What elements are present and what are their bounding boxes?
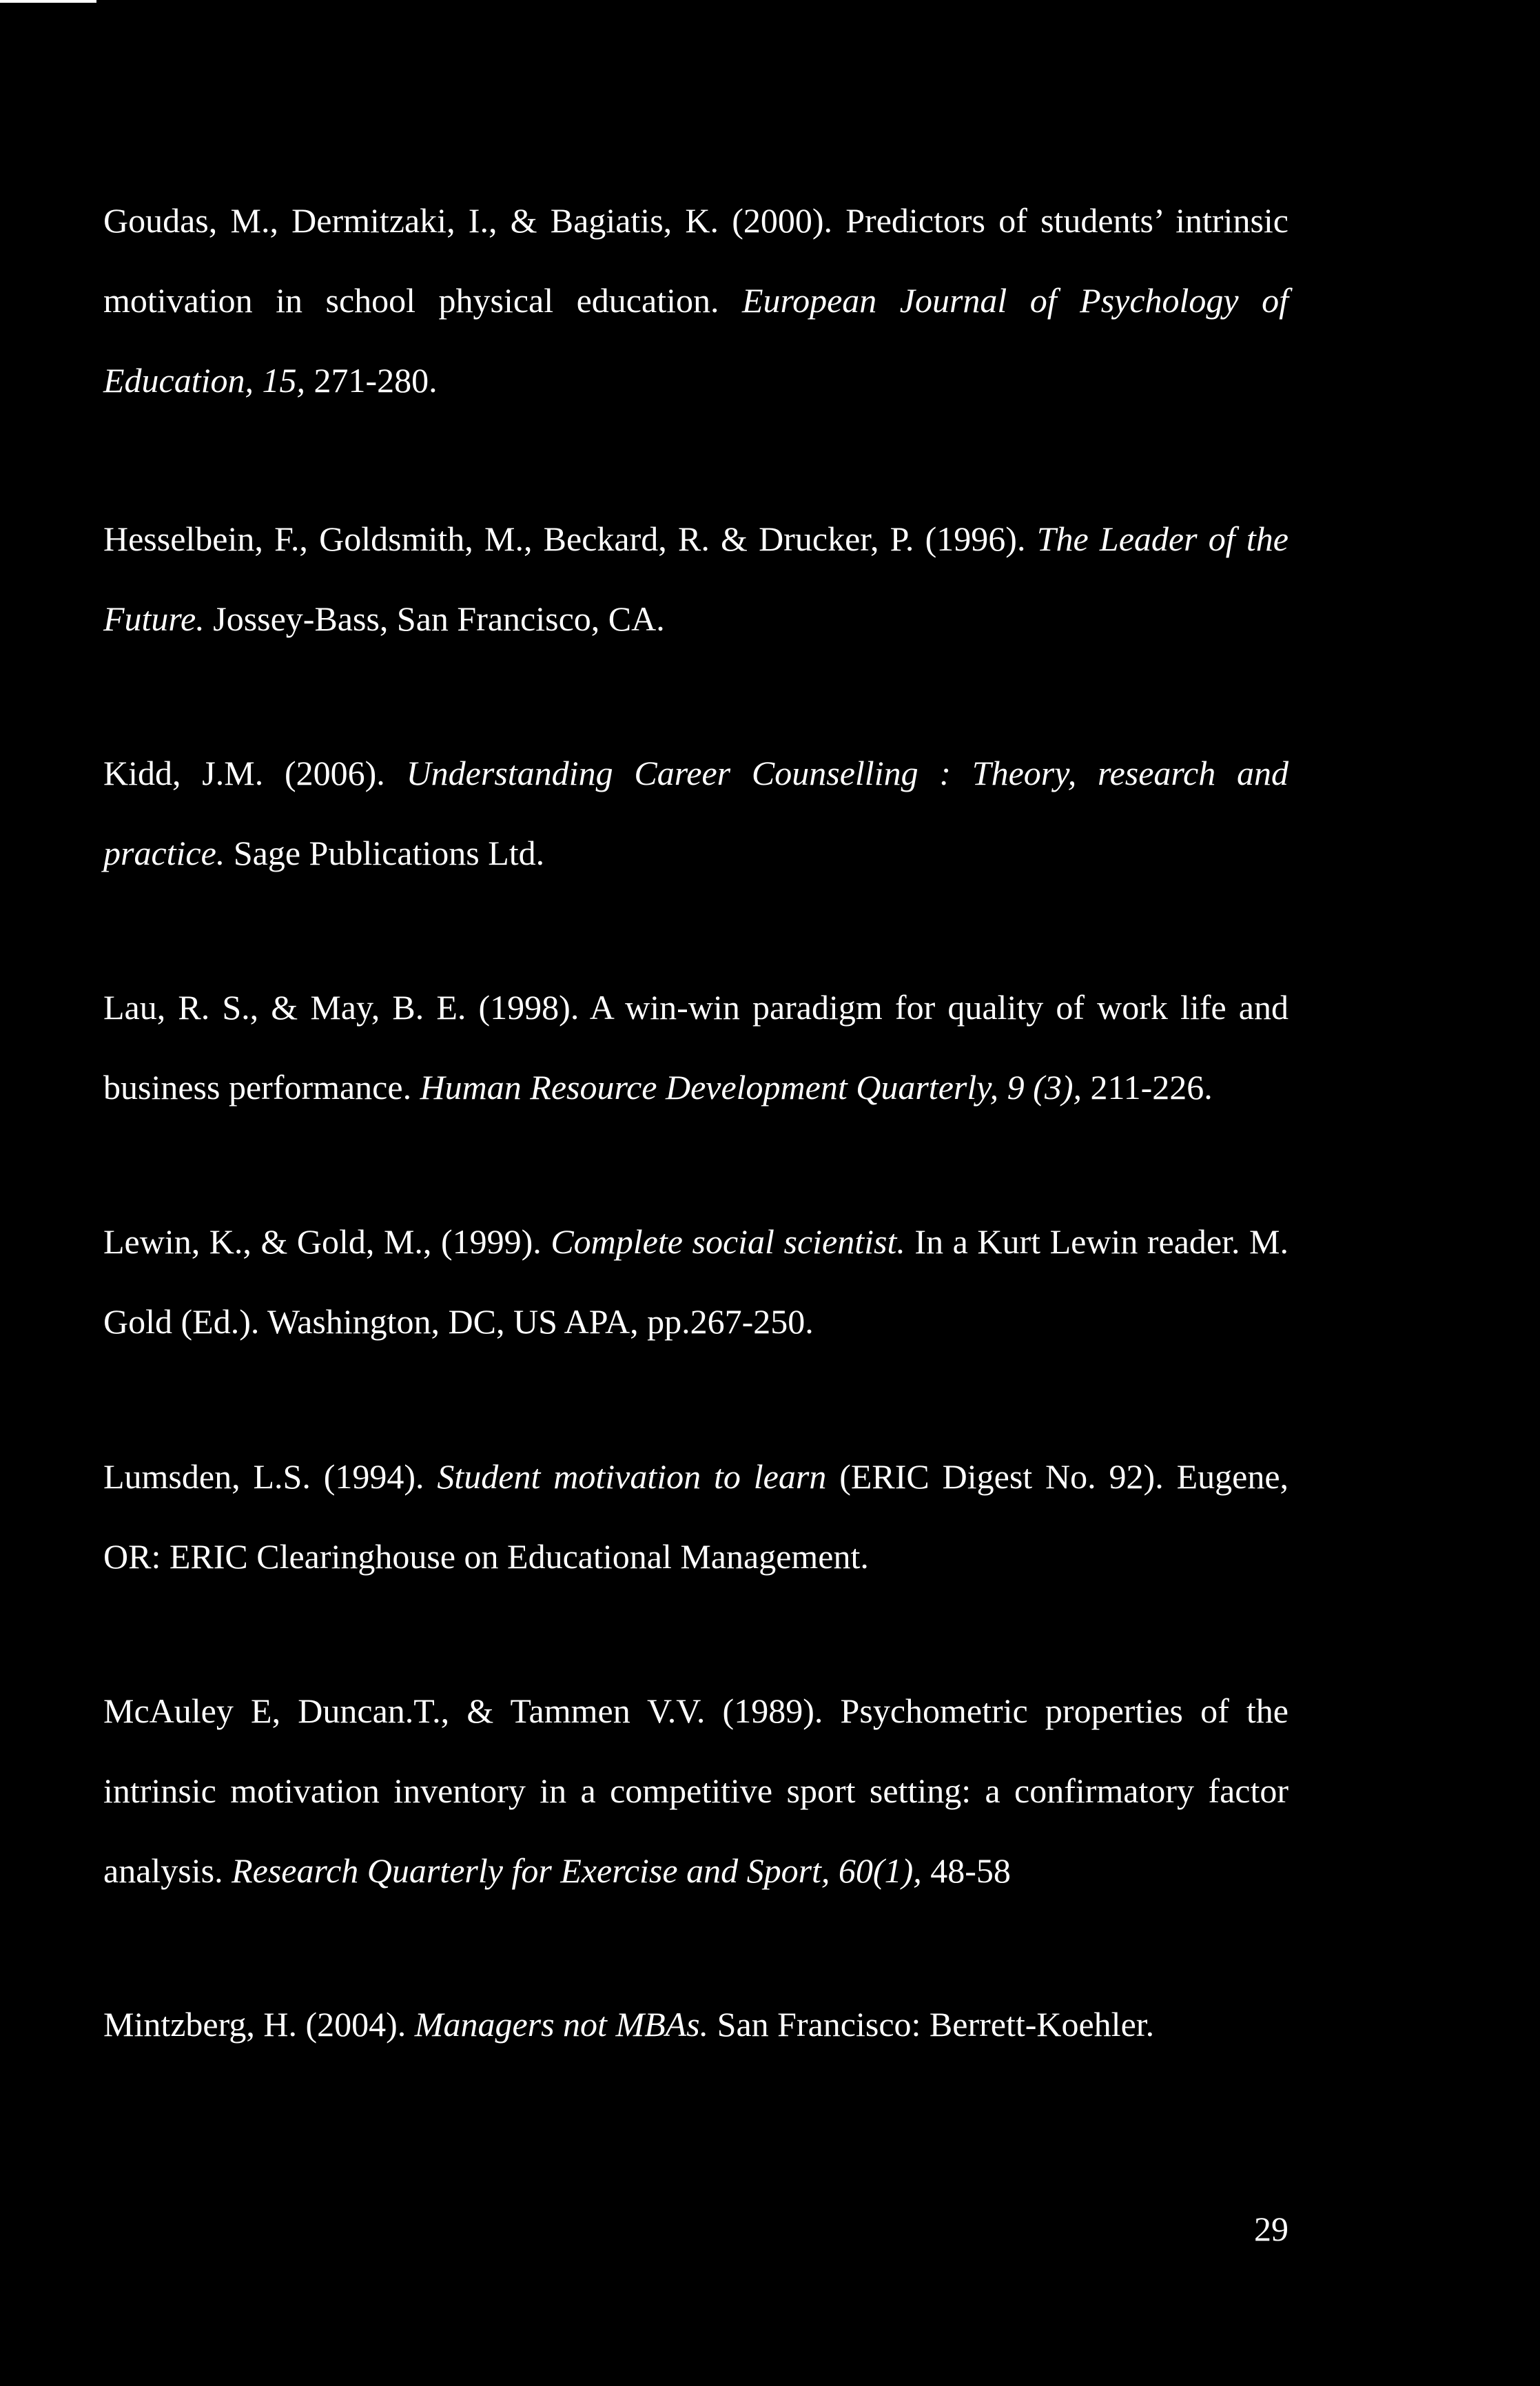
reference-authors: Lumsden, L.S. (1994). <box>103 1457 438 1496</box>
page-number: 29 <box>1254 2210 1289 2248</box>
reference-details: 48-58 <box>921 1851 1011 1890</box>
reference-lau-1998 <box>103 967 1289 1127</box>
reference-authors: McAuley E, Duncan.T., & Tammen V.V. (1989). Psychometric properties of the intrinsic motivation inventory in a competitive sport setting: a confirmatory factor analysis. <box>103 1691 1289 1890</box>
reference-details: 271-280. <box>305 361 438 400</box>
reference-details: San Francisco: Berrett-Koehler. <box>708 2005 1155 2044</box>
reference-source: The Leader of the Future. <box>103 520 1289 638</box>
reference-source: Human Resource Development Quarterly, 9 (3), <box>420 1068 1082 1107</box>
reference-source: Complete social scientist. <box>551 1222 905 1261</box>
reference-details: (ERIC Digest No. 92). Eugene, OR: ERIC Clearinghouse on Educational Management. <box>103 1457 1289 1576</box>
reference-authors: Mintzberg, H. (2004). <box>103 2005 415 2044</box>
reference-details: 211-226. <box>1081 1068 1213 1107</box>
reference-mcauley-1989 <box>103 1671 1289 1911</box>
reference-goudas-2000 <box>103 181 1289 420</box>
reference-lumsden-1994 <box>103 1437 1289 1596</box>
reference-source: European Journal of Psychology of Education, 15, <box>103 281 1289 400</box>
reference-mintzberg-2004 <box>103 1984 1289 2064</box>
reference-authors: Goudas, M., Dermitzaki, I., & Bagiatis, K. (2000). Predictors of students’ intrinsic motivation in school physical education. <box>103 201 1289 320</box>
reference-kidd-2006 <box>103 733 1289 893</box>
reference-source: Student motivation to learn <box>437 1457 827 1496</box>
reference-source: Research Quarterly for Exercise and Sport, 60(1), <box>232 1851 922 1890</box>
reference-source: Managers not MBAs. <box>414 2005 709 2044</box>
reference-authors: Hesselbein, F., Goldsmith, M., Beckard, R. & Drucker, P. (1996). <box>103 520 1037 558</box>
reference-details: Jossey-Bass, San Francisco, CA. <box>204 599 665 638</box>
reference-hesselbein-1996 <box>103 499 1289 659</box>
reference-details: In a Kurt Lewin reader. M. Gold (Ed.). Washington, DC, US APA, pp.267-250. <box>103 1222 1289 1341</box>
reference-lewin-1999 <box>103 1202 1289 1361</box>
corner-scan-mark <box>0 0 96 3</box>
reference-authors: Lewin, K., & Gold, M., (1999). <box>103 1222 551 1261</box>
reference-source: Understanding Career Counselling : Theory, research and practice. <box>103 754 1289 872</box>
reference-details: Sage Publications Ltd. <box>225 834 545 872</box>
reference-authors: Lau, R. S., & May, B. E. (1998). A win-win paradigm for quality of work life and business performance. <box>103 988 1289 1107</box>
reference-authors: Kidd, J.M. (2006). <box>103 754 407 792</box>
